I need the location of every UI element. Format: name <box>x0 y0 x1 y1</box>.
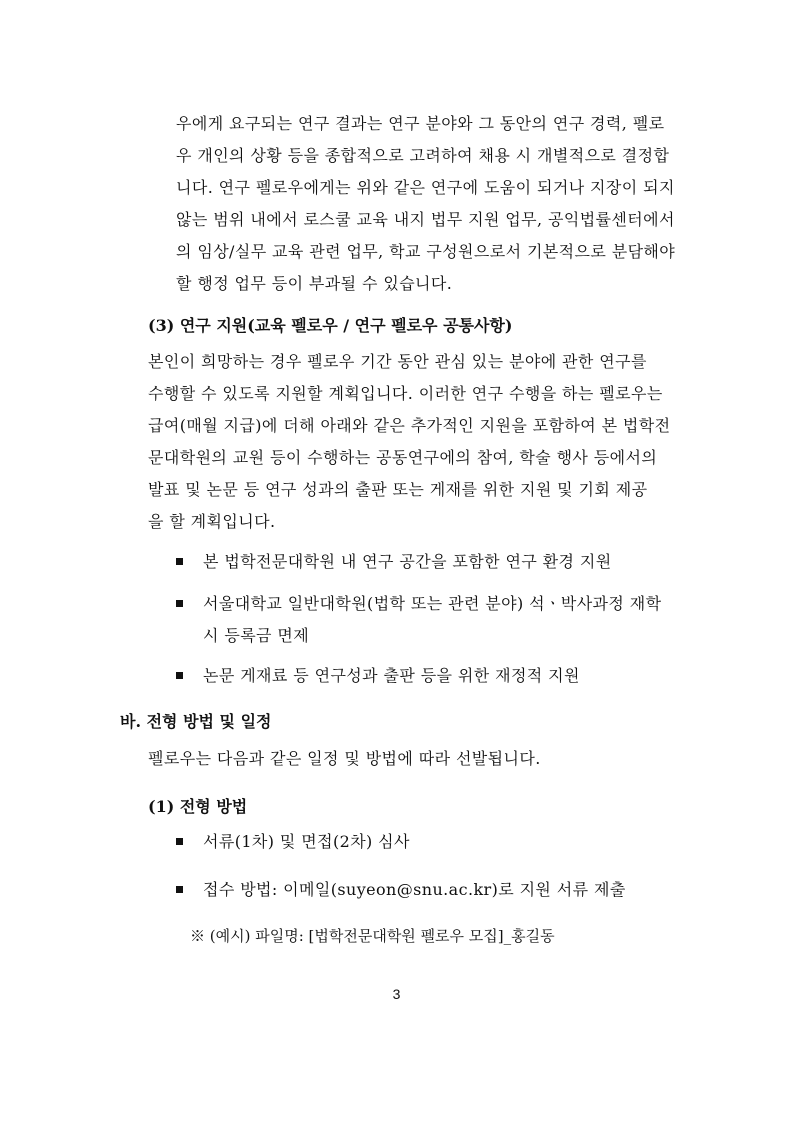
section-3-heading: (3) 연구 지원(교육 펠로우 / 연구 펠로우 공통사항) <box>148 316 513 335</box>
paragraph-line: 급여(매월 지급)에 더해 아래와 같은 추가적인 지원을 포함하여 본 법학전 <box>148 416 671 435</box>
list-item-text: 논문 게재료 등 연구성과 출판 등을 위한 재정적 지원 <box>203 666 580 685</box>
section-3-paragraph <box>148 346 696 538</box>
paragraph-line: 할 행정 업무 등이 부과될 수 있습니다. <box>176 274 453 293</box>
paragraph-line: 우 개인의 상황 등을 종합적으로 고려하여 채용 시 개별적으로 결정합 <box>176 146 670 165</box>
square-bullet-icon <box>176 838 183 845</box>
square-bullet-icon <box>176 558 183 565</box>
square-bullet-icon <box>176 600 183 607</box>
paragraph-line: 의 임상/실무 교육 관련 업무, 학교 구성원으로서 기본적으로 분담해야 <box>176 242 676 261</box>
list-item-text: 서류(1차) 및 면접(2차) 심사 <box>203 832 410 851</box>
selection-method-heading: (1) 전형 방법 <box>148 797 248 816</box>
list-item <box>176 660 696 692</box>
list-item-text: 접수 방법: 이메일(suyeon@snu.ac.kr)로 지원 서류 제출 <box>203 880 626 899</box>
list-item <box>176 546 696 578</box>
paragraph-line: 않는 범위 내에서 로스쿨 교육 내지 법무 지원 업무, 공익법률센터에서 <box>176 210 675 229</box>
continued-paragraph <box>176 108 696 300</box>
list-item-text: 서울대학교 일반대학원(법학 또는 관련 분야) 석ㆍ박사과정 재학 <box>203 594 662 613</box>
list-item <box>176 874 696 906</box>
square-bullet-icon <box>176 672 183 679</box>
paragraph-line: 우에게 요구되는 연구 결과는 연구 분야와 그 동안의 연구 경력, 펠로 <box>176 114 665 133</box>
list-item <box>176 826 696 858</box>
section-ba-intro: 펠로우는 다음과 같은 일정 및 방법에 따라 선발됩니다. <box>148 749 541 768</box>
list-item-text: 시 등록금 면제 <box>203 626 310 645</box>
paragraph-line: 문대학원의 교원 등이 수행하는 공동연구에의 참여, 학술 행사 등에서의 <box>148 448 658 467</box>
paragraph-line: 니다. 연구 펠로우에게는 위와 같은 연구에 도움이 되거나 지장이 되지 <box>176 178 675 197</box>
filename-example-note: ※ (예시) 파일명: [법학전문대학원 펠로우 모집]_홍길동 <box>190 927 555 945</box>
paragraph-line: 을 할 계획입니다. <box>148 512 276 531</box>
page-number: 3 <box>392 986 401 1002</box>
square-bullet-icon <box>176 886 183 893</box>
section-ba-heading: 바. 전형 방법 및 일정 <box>120 712 272 731</box>
paragraph-line: 수행할 수 있도록 지원할 계획입니다. 이러한 연구 수행을 하는 펠로우는 <box>148 384 663 403</box>
list-item-text: 본 법학전문대학원 내 연구 공간을 포함한 연구 환경 지원 <box>203 552 612 571</box>
list-item <box>176 588 696 652</box>
paragraph-line: 본인이 희망하는 경우 펠로우 기간 동안 관심 있는 분야에 관한 연구를 <box>148 352 647 371</box>
paragraph-line: 발표 및 논문 등 연구 성과의 출판 또는 게재를 위한 지원 및 기회 제공 <box>148 480 648 499</box>
